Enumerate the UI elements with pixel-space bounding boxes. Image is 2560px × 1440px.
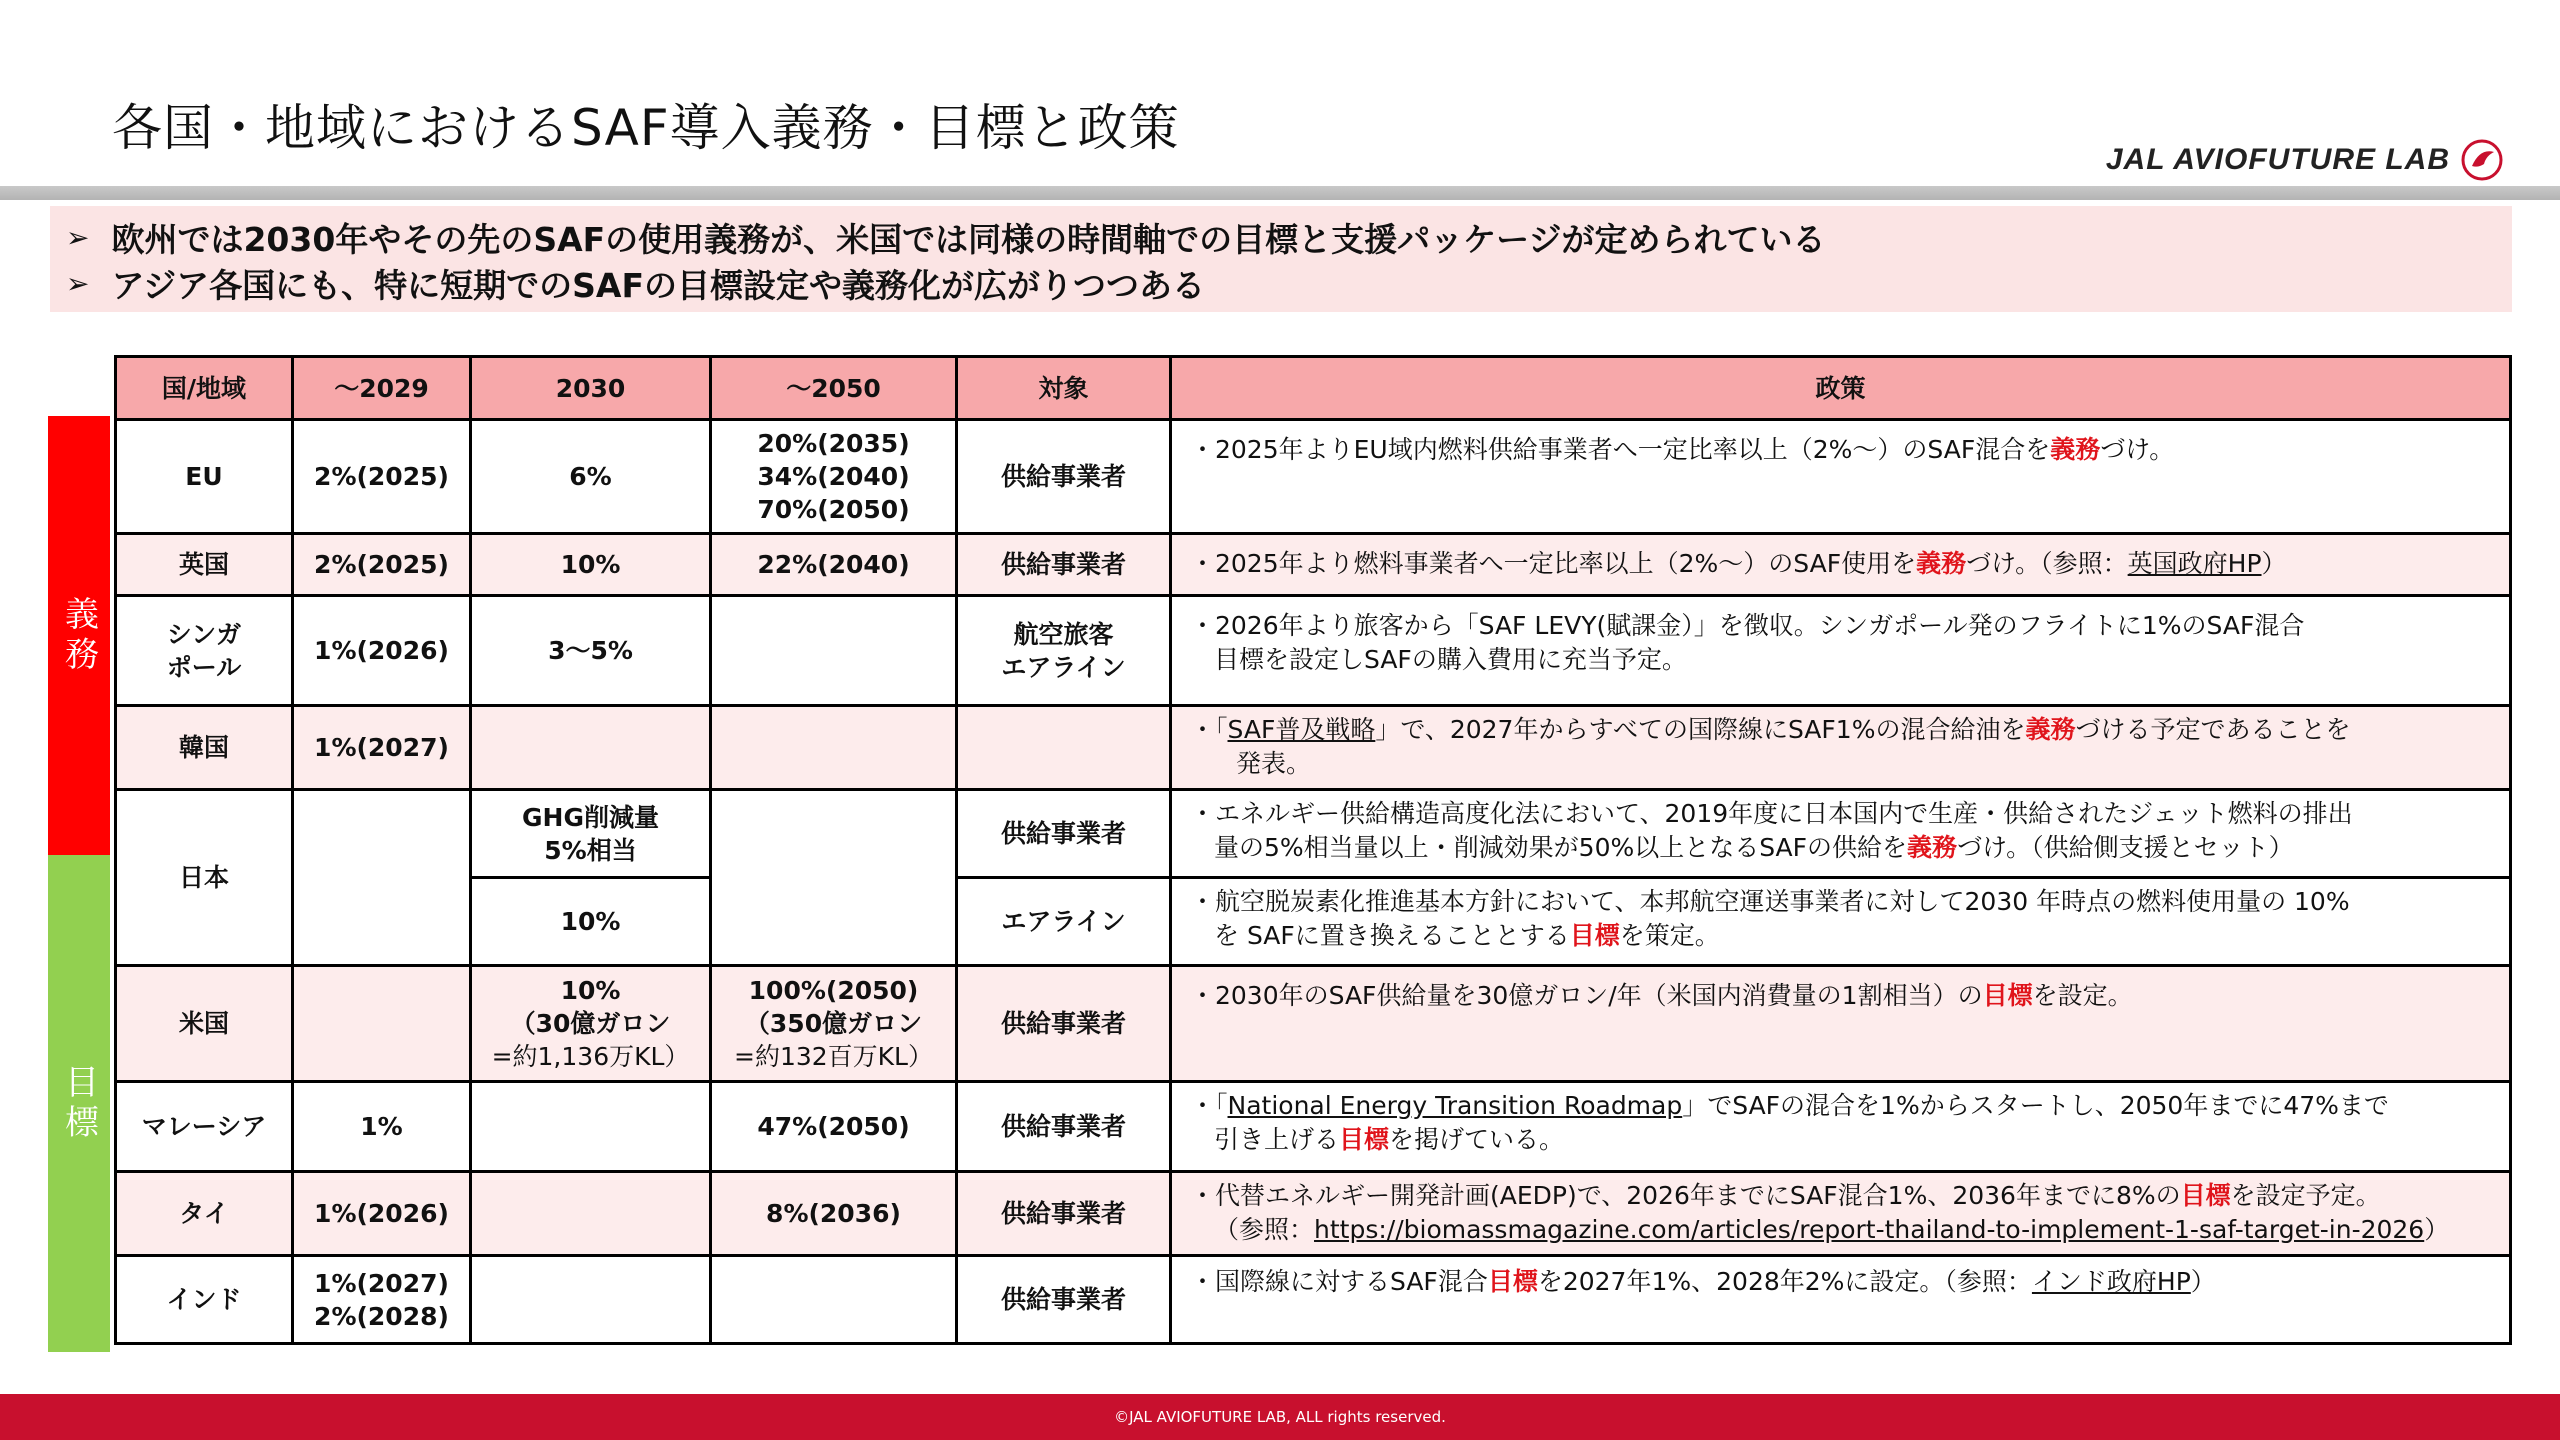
- region-cell: 米国: [116, 966, 293, 1082]
- policy-text: づけ。: [2100, 435, 2175, 464]
- cell-line: 100%(2050): [748, 976, 919, 1005]
- policy-highlight: 目標: [1982, 981, 2033, 1010]
- policy-text: 」で、2027年からすべての国際線にSAF1%の混合給油を: [1375, 715, 2026, 744]
- header-region: 国/地域: [116, 357, 293, 420]
- policy-highlight: 目標: [2180, 1181, 2231, 1210]
- header-divider: [0, 186, 2560, 200]
- policy-cell: [1171, 1172, 2511, 1256]
- region-cell: マレーシア: [116, 1082, 293, 1172]
- summary-box: [50, 206, 2512, 312]
- policy-line: [1190, 1213, 2495, 1247]
- policy-highlight: 目標: [1339, 1125, 1390, 1154]
- policy-highlight: 義務: [1907, 833, 1958, 862]
- policy-cell: [1171, 1082, 2511, 1172]
- table-row: [116, 596, 2511, 706]
- cell-line: （30億ガロン: [510, 1009, 671, 1038]
- target-cell: 供給事業者: [957, 790, 1171, 878]
- table-row: [116, 966, 2511, 1082]
- policy-text: を2027年1%、2028年2%に設定。（参照：: [1537, 1267, 2032, 1296]
- y2029-cell: 1%(2026): [293, 596, 471, 706]
- cell-line: 34%(2040): [757, 462, 910, 491]
- summary-text: アジア各国にも、特に短期でのSAFの目標設定や義務化が広がりつつある: [111, 266, 1205, 305]
- policy-text: ）: [2190, 1267, 2216, 1296]
- policy-text: ・2030年のSAF供給量を30億ガロン/年（米国内消費量の1割相当）の: [1190, 981, 1983, 1010]
- india-gov-link[interactable]: インド政府HP: [2031, 1267, 2191, 1296]
- tsurumaru-crane-icon: [2460, 138, 2504, 182]
- summary-line: [66, 260, 1205, 307]
- cell-line: 20%(2035): [757, 429, 910, 458]
- policy-cell: [1171, 596, 2511, 706]
- policy-text: を掲げている。: [1389, 1125, 1565, 1154]
- policy-text: ・航空脱炭素化推進基本方針において、本邦航空運送事業者に対して2030 年時点の燃料使用量の 10%: [1190, 887, 2350, 916]
- y2029-cell: [293, 790, 471, 966]
- policy-highlight: 義務: [1916, 549, 1967, 578]
- y2030-cell: [471, 706, 711, 790]
- cell-line: 1%(2027): [314, 1268, 449, 1298]
- cell-line: シンガ: [166, 619, 242, 649]
- target-cell: 供給事業者: [957, 1256, 1171, 1344]
- policy-text: 目標を設定しSAFの購入費用に充当予定。: [1214, 645, 1687, 674]
- target-cell: [957, 596, 1171, 706]
- policy-text: を設定。: [2032, 981, 2133, 1010]
- target-cell: エアライン: [957, 878, 1171, 966]
- policy-cell: [1171, 534, 2511, 596]
- header-2029: ～2029: [293, 357, 471, 420]
- header-policy: 政策: [1171, 357, 2511, 420]
- footer-bar: [0, 1394, 2560, 1440]
- policy-text: 」でSAFの混合を1%からスタートし、2050年までに47%まで: [1682, 1091, 2389, 1120]
- mandate-side-label: 義務: [48, 416, 110, 855]
- target-side-label: 目標: [48, 855, 110, 1352]
- y2050-cell: [711, 596, 957, 706]
- policy-text: 量の5%相当量以上・削減効果が50%以上となるSAFの供給を: [1214, 833, 1908, 862]
- summary-text: 欧州では2030年やその先のSAFの使用義務が、米国では同様の時間軸での目標と支援パッケージが定められている: [111, 220, 1826, 259]
- y2030-cell: 3～5%: [471, 596, 711, 706]
- policy-text: づけ。（参照：: [1966, 549, 2128, 578]
- policy-table: [114, 355, 2512, 1345]
- y2030-cell: [471, 966, 711, 1082]
- jal-logo: [2106, 138, 2504, 182]
- table-row: [116, 534, 2511, 596]
- cell-line: ポール: [166, 652, 242, 682]
- header-2030: 2030: [471, 357, 711, 420]
- policy-text: 発表。: [1236, 749, 1312, 778]
- cell-line: 航空旅客: [1013, 619, 1114, 649]
- y2030-cell: 6%: [471, 420, 711, 534]
- arrow-bullet-icon: ➢: [66, 221, 90, 254]
- y2050-cell: [711, 706, 957, 790]
- policy-highlight: 目標: [1569, 921, 1620, 950]
- table-row: [116, 878, 2511, 966]
- table-row: [116, 790, 2511, 878]
- policy-highlight: 義務: [2050, 435, 2101, 464]
- target-cell: [957, 706, 1171, 790]
- logo-text: JAL AVIOFUTURE LAB: [2105, 143, 2450, 176]
- policy-highlight: 目標: [1487, 1267, 1538, 1296]
- cell-line: =約1,136万KL）: [491, 1042, 690, 1071]
- cell-line: （350億ガロン: [744, 1009, 923, 1038]
- cell-line: 2%(2028): [314, 1301, 449, 1331]
- y2030-cell: 10%: [471, 534, 711, 596]
- region-cell: インド: [116, 1256, 293, 1344]
- y2050-cell: [711, 1256, 957, 1344]
- policy-text: を策定。: [1619, 921, 1720, 950]
- y2029-cell: 1%(2026): [293, 1172, 471, 1256]
- biomass-magazine-link[interactable]: https://biomassmagazine.com/articles/report-thailand-to-implement-1-saf-target-in-2026: [1314, 1215, 2425, 1244]
- policy-cell: [1171, 966, 2511, 1082]
- policy-text: ）: [2424, 1215, 2450, 1244]
- target-cell: 供給事業者: [957, 1172, 1171, 1256]
- policy-text: ・「: [1190, 1091, 1228, 1120]
- policy-text: ・2025年よりEU域内燃料供給事業者へ一定比率以上（2%～）のSAF混合を: [1190, 435, 2051, 464]
- table-row: [116, 706, 2511, 790]
- y2029-cell: 1%: [293, 1082, 471, 1172]
- region-cell: 英国: [116, 534, 293, 596]
- policy-text: を設定予定。: [2230, 1181, 2381, 1210]
- header-2050: ～2050: [711, 357, 957, 420]
- policy-line: [1190, 1123, 2495, 1157]
- policy-text: ・2026年より旅客から「SAF LEVY(賦課金）」を徴収。シンガポール発のフライトに1%のSAF混合: [1190, 611, 2305, 640]
- target-cell: 供給事業者: [957, 966, 1171, 1082]
- policy-text: ・「: [1190, 715, 1228, 744]
- policy-cell: [1171, 420, 2511, 534]
- target-cell: 供給事業者: [957, 534, 1171, 596]
- summary-line: [66, 214, 1826, 261]
- y2030-cell: [471, 1256, 711, 1344]
- y2030-cell: [471, 1082, 711, 1172]
- y2050-cell: 47%(2050): [711, 1082, 957, 1172]
- roadmap-link[interactable]: National Energy Transition Roadmap: [1227, 1091, 1683, 1120]
- cell-line: エアライン: [1001, 652, 1126, 682]
- policy-text: づける予定であることを: [2075, 715, 2351, 744]
- cell-line: 5%相当: [544, 835, 637, 865]
- y2029-cell: 2%(2025): [293, 534, 471, 596]
- y2050-cell: 8%(2036): [711, 1172, 957, 1256]
- copyright-text: ©JAL AVIOFUTURE LAB, ALL rights reserved.: [1114, 1408, 1446, 1426]
- table-row: [116, 1082, 2511, 1172]
- policy-text: （参照：: [1214, 1215, 1315, 1244]
- policy-text: 引き上げる: [1214, 1125, 1340, 1154]
- policy-text: ・代替エネルギー開発計画(AEDP)で、2026年までにSAF混合1%、2036年までに8%の: [1190, 1181, 2181, 1210]
- policy-text: ・国際線に対するSAF混合: [1190, 1267, 1488, 1296]
- header-target: 対象: [957, 357, 1171, 420]
- policy-text: づけ。（供給側支援とセット）: [1957, 833, 2294, 862]
- y2029-cell: 2%(2025): [293, 420, 471, 534]
- cell-line: =約132百万KL）: [734, 1042, 933, 1071]
- target-cell: 供給事業者: [957, 1082, 1171, 1172]
- region-cell: [116, 596, 293, 706]
- y2050-cell: [711, 790, 957, 966]
- policy-text: ）: [2261, 549, 2287, 578]
- y2050-cell: [711, 966, 957, 1082]
- saf-strategy-link[interactable]: SAF普及戦略: [1227, 715, 1376, 744]
- cell-line: GHG削減量: [522, 802, 659, 832]
- uk-gov-link[interactable]: 英国政府HP: [2127, 549, 2262, 578]
- policy-highlight: 義務: [2025, 715, 2076, 744]
- target-cell: 供給事業者: [957, 420, 1171, 534]
- y2050-cell: [711, 420, 957, 534]
- cell-line: 70%(2050): [757, 495, 910, 524]
- y2029-cell: 1%(2027): [293, 706, 471, 790]
- region-cell: タイ: [116, 1172, 293, 1256]
- y2030-cell: [471, 1172, 711, 1256]
- policy-text: を SAFに置き換えることとする: [1214, 921, 1570, 950]
- policy-text: ・2025年より燃料事業者へ一定比率以上（2%～）のSAF使用を: [1190, 549, 1917, 578]
- page-title: 各国・地域におけるSAF導入義務・目標と政策: [112, 99, 1180, 157]
- policy-cell: [1171, 790, 2511, 878]
- policy-cell: [1171, 706, 2511, 790]
- y2029-cell: [293, 966, 471, 1082]
- region-cell: 韓国: [116, 706, 293, 790]
- table-row: [116, 1172, 2511, 1256]
- policy-line: [1190, 831, 2495, 865]
- y2030-cell: [471, 790, 711, 878]
- table-row: [116, 420, 2511, 534]
- region-cell: 日本: [116, 790, 293, 966]
- arrow-bullet-icon: ➢: [66, 267, 90, 300]
- y2050-cell: 22%(2040): [711, 534, 957, 596]
- table-row: [116, 1256, 2511, 1344]
- region-cell: EU: [116, 420, 293, 534]
- policy-line: [1190, 919, 2495, 953]
- cell-line: 10%: [560, 976, 621, 1005]
- policy-cell: [1171, 878, 2511, 966]
- table-header-row: [116, 357, 2511, 420]
- policy-text: ・エネルギー供給構造高度化法において、2019年度に日本国内で生産・供給されたジェット燃料の排出: [1190, 799, 2353, 828]
- y2029-cell: [293, 1256, 471, 1344]
- y2030-cell: 10%: [471, 878, 711, 966]
- policy-cell: [1171, 1256, 2511, 1344]
